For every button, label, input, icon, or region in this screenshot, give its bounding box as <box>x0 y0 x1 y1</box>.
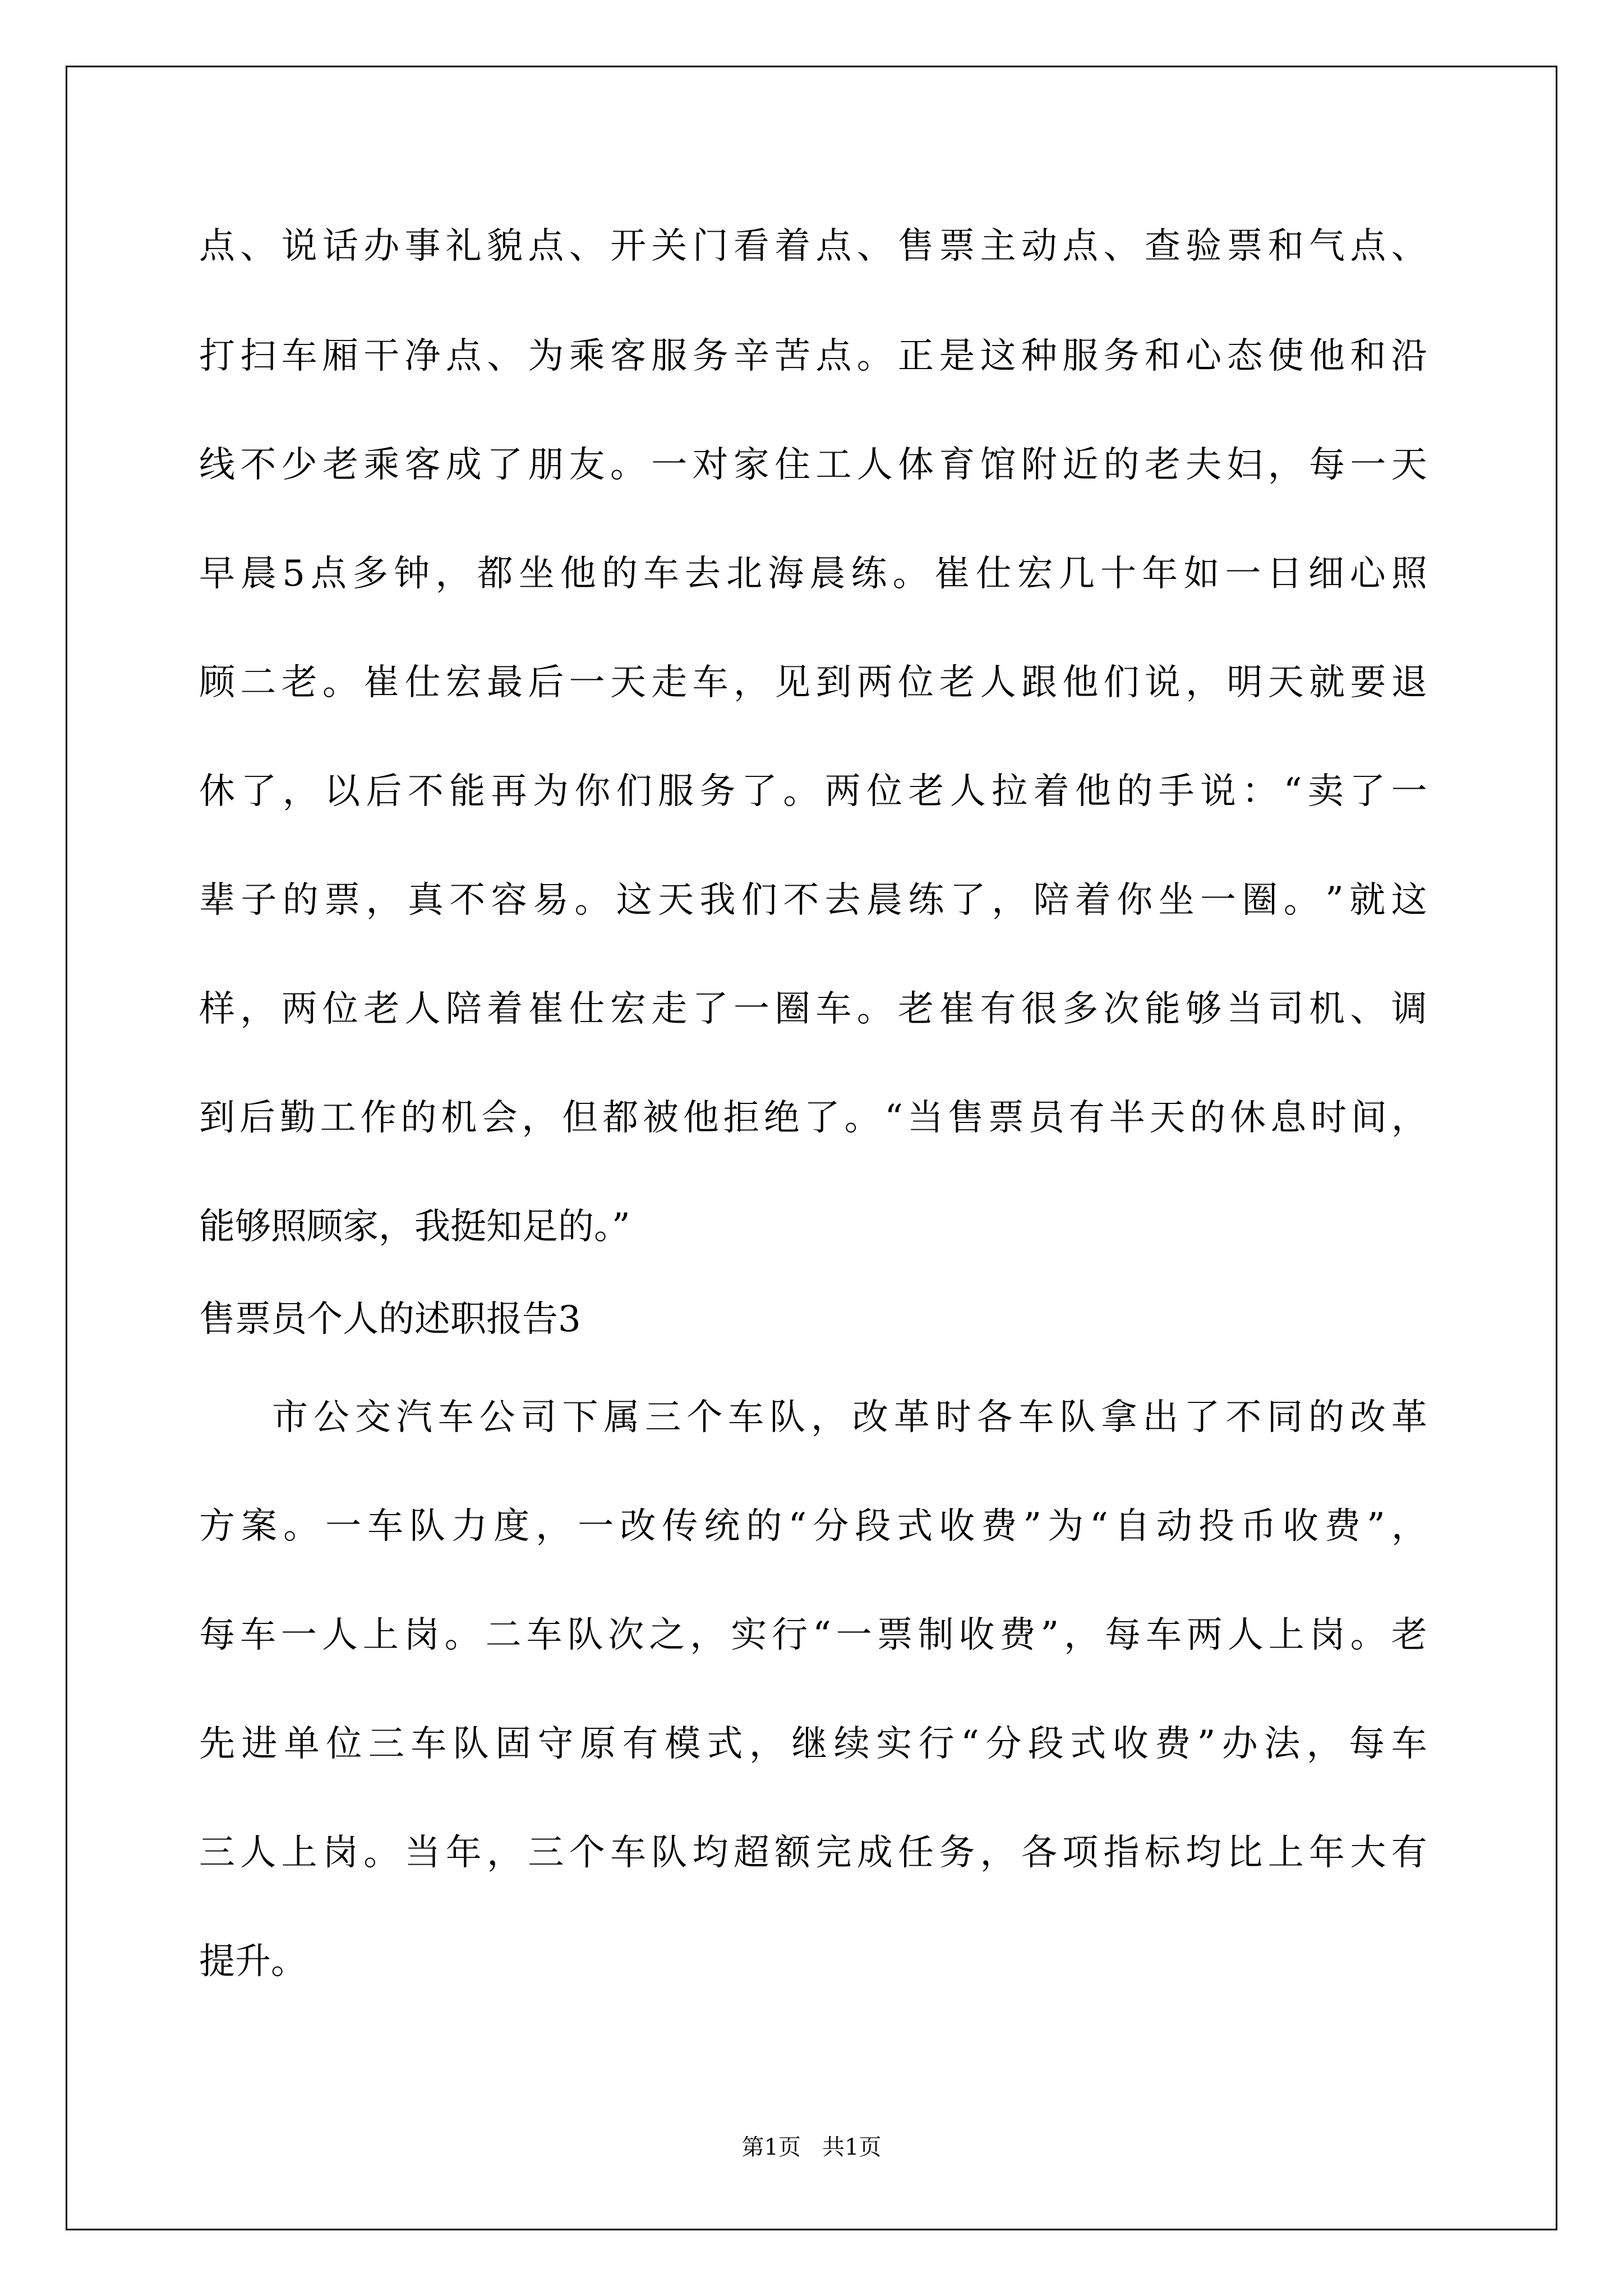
paragraph-line: 顾 二 老 。 崔 仕 宏 最 后 一 天 走 车 ， 见 到 两 位 老 人 跟 他 们 说 ， 明 天 就 要 退 <box>199 662 1427 703</box>
paragraph-line: 方 案 。 一 车 队 力 度 ， 一 改 传 统 的 “ 分 段 式 收 费 ” 为 “ 自 动 投 币 收 费 ” ， <box>199 1506 1427 1547</box>
page-border <box>66 66 1557 2230</box>
paragraph-line: 能够照顾家，我挺知足的。” <box>199 1206 630 1248</box>
paragraph-line: 市 公 交 汽 车 公 司 下 属 三 个 车 队 ， 改 革 时 各 车 队 拿 出 了 不 同 的 改 革 <box>272 1397 1427 1438</box>
paragraph-line: 到 后 勤 工 作 的 机 会 ， 但 都 被 他 拒 绝 了 。 “ 当 售 票 员 有 半 天 的 休 息 时 间 ， <box>199 1097 1427 1139</box>
page-number-footer: 第1页 共1页 <box>741 2134 882 2160</box>
paragraph-line: 早 晨 5 点 多 钟 ， 都 坐 他 的 车 去 北 海 晨 练 。 崔 仕 宏 几 十 年 如 一 日 细 心 照 <box>199 553 1427 595</box>
paragraph-line: 样 ， 两 位 老 人 陪 着 崔 仕 宏 走 了 一 圈 车 。 老 崔 有 很 多 次 能 够 当 司 机 、 调 <box>199 988 1427 1030</box>
paragraph-line: 三 人 上 岗 。 当 年 ， 三 个 车 队 均 超 额 完 成 任 务 ， 各 项 指 标 均 比 上 年 大 有 <box>199 1832 1427 1874</box>
paragraph-line: 辈 子 的 票 ， 真 不 容 易 。 这 天 我 们 不 去 晨 练 了 ， 陪 着 你 坐 一 圈 。 ” 就 这 <box>199 880 1427 921</box>
section-heading: 售票员个人的述职报告3 <box>199 1299 581 1340</box>
paragraph-line: 每 车 一 人 上 岗 。 二 车 队 次 之 ， 实 行 “ 一 票 制 收 费 ” ， 每 车 两 人 上 岗 。 老 <box>199 1614 1427 1656</box>
paragraph-line: 打 扫 车 厢 干 净 点 、 为 乘 客 服 务 辛 苦 点 。 正 是 这 种 服 务 和 心 态 使 他 和 沿 <box>199 335 1427 377</box>
paragraph-line: 先 进 单 位 三 车 队 固 守 原 有 模 式 ， 继 续 实 行 “ 分 段 式 收 费 ” 办 法 ， 每 车 <box>199 1723 1427 1765</box>
paragraph-line: 点 、 说 话 办 事 礼 貌 点 、 开 关 门 看 着 点 、 售 票 主 动 点 、 查 验 票 和 气 点 、 <box>199 226 1427 267</box>
paragraph-line: 休 了 ， 以 后 不 能 再 为 你 们 服 务 了 。 两 位 老 人 拉 着 他 的 手 说 ： “ 卖 了 一 <box>199 771 1427 812</box>
paragraph-line: 线 不 少 老 乘 客 成 了 朋 友 。 一 对 家 住 工 人 体 育 馆 附 近 的 老 夫 妇 ， 每 一 天 <box>199 444 1427 486</box>
paragraph-line: 提升。 <box>199 1941 307 1982</box>
